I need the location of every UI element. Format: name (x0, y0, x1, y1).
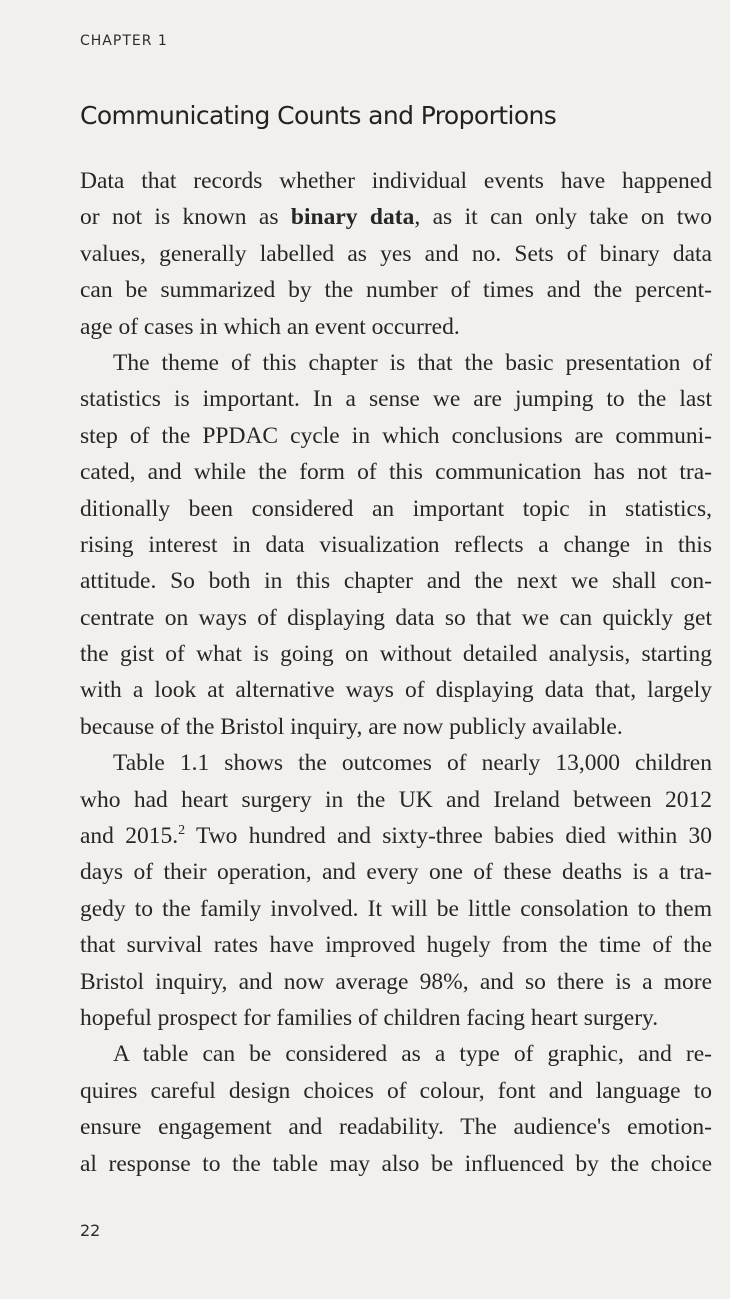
text-line (80, 709, 712, 745)
text-line (80, 600, 712, 636)
text-segment: the gist of what is going on without detailed analysis, starting (80, 641, 712, 668)
text-line (80, 381, 712, 417)
text-segment: al response to the table may also be influenced by the choice (80, 1150, 712, 1177)
chapter-label: CHAPTER 1 (80, 33, 168, 49)
text-segment: step of the PPDAC cycle in which conclusions are communi- (80, 422, 712, 449)
text-line (80, 199, 712, 235)
text-line (80, 854, 712, 890)
text-segment: Bristol inquiry, and now average 98%, and so there is a more (80, 968, 712, 995)
text-segment: and 2015. (80, 823, 179, 850)
text-segment: or not is known as (80, 204, 291, 231)
text-line (80, 1146, 712, 1182)
text-line (80, 636, 712, 672)
text-line (80, 891, 712, 927)
text-segment: Data that records whether individual events have happened (80, 168, 712, 194)
text-line (80, 818, 712, 854)
text-line (80, 491, 712, 527)
text-segment: Table 1.1 shows the outcomes of nearly 13,000 children (113, 750, 712, 777)
text-line (80, 1036, 712, 1072)
text-line (80, 418, 712, 454)
text-segment: age of cases in which an event occurred. (80, 313, 460, 340)
body-text (80, 163, 712, 1182)
section-title: Communicating Counts and Proportions (80, 101, 557, 130)
text-line (80, 454, 712, 490)
text-segment: that survival rates have improved hugely from the time of the (80, 932, 712, 959)
text-line (80, 672, 712, 708)
text-segment: who had heart surgery in the UK and Ireland between 2012 (80, 786, 712, 813)
text-segment: with a look at alternative ways of displaying data that, largely (80, 677, 712, 704)
text-segment: hopeful prospect for families of children facing heart surgery. (80, 1004, 659, 1031)
text-line (80, 272, 712, 308)
text-segment: ditionally been considered an important topic in statistics, (80, 495, 712, 522)
text-line (80, 1073, 712, 1109)
text-segment: statistics is important. In a sense we are jumping to the last (80, 386, 712, 413)
text-line (80, 309, 712, 345)
text-line (80, 563, 712, 599)
text-line (80, 527, 712, 563)
text-segment: quires careful design choices of colour, font and language to (80, 1077, 712, 1104)
text-segment: A table can be considered as a type of graphic, and re- (113, 1041, 712, 1068)
text-segment: because of the Bristol inquiry, are now publicly available. (80, 713, 623, 740)
text-segment: Two hundred and sixty-three babies died within 30 (185, 823, 712, 850)
text-segment: rising interest in data visualization reflects a change in this (80, 531, 712, 558)
text-line (80, 964, 712, 1000)
bold-term: binary data (290, 204, 415, 231)
text-line (80, 163, 712, 199)
text-segment: centrate on ways of displaying data so that we can quickly get (80, 604, 712, 631)
text-segment: , as it can only take on two (414, 204, 713, 231)
footnote-ref: 2 (178, 823, 186, 839)
text-line (80, 1109, 712, 1145)
text-segment: values, generally labelled as yes and no. Sets of binary data (80, 240, 712, 267)
text-segment: attitude. So both in this chapter and the next we shall con- (80, 568, 712, 595)
text-line (80, 745, 712, 781)
text-line (80, 927, 712, 963)
text-line (80, 236, 712, 272)
text-line (80, 345, 712, 381)
text-segment: ensure engagement and readability. The audience's emotion- (80, 1114, 712, 1141)
text-segment: gedy to the family involved. It will be little consolation to them (80, 895, 712, 922)
text-segment: days of their operation, and every one of these deaths is a tra- (80, 859, 712, 886)
text-segment: can be summarized by the number of times and the percent- (80, 277, 712, 304)
text-line (80, 782, 712, 818)
text-segment: The theme of this chapter is that the basic presentation of (113, 349, 712, 376)
page-number: 22 (80, 1221, 101, 1240)
text-line (80, 1000, 712, 1036)
text-segment: cated, and while the form of this communication has not tra- (80, 459, 712, 486)
